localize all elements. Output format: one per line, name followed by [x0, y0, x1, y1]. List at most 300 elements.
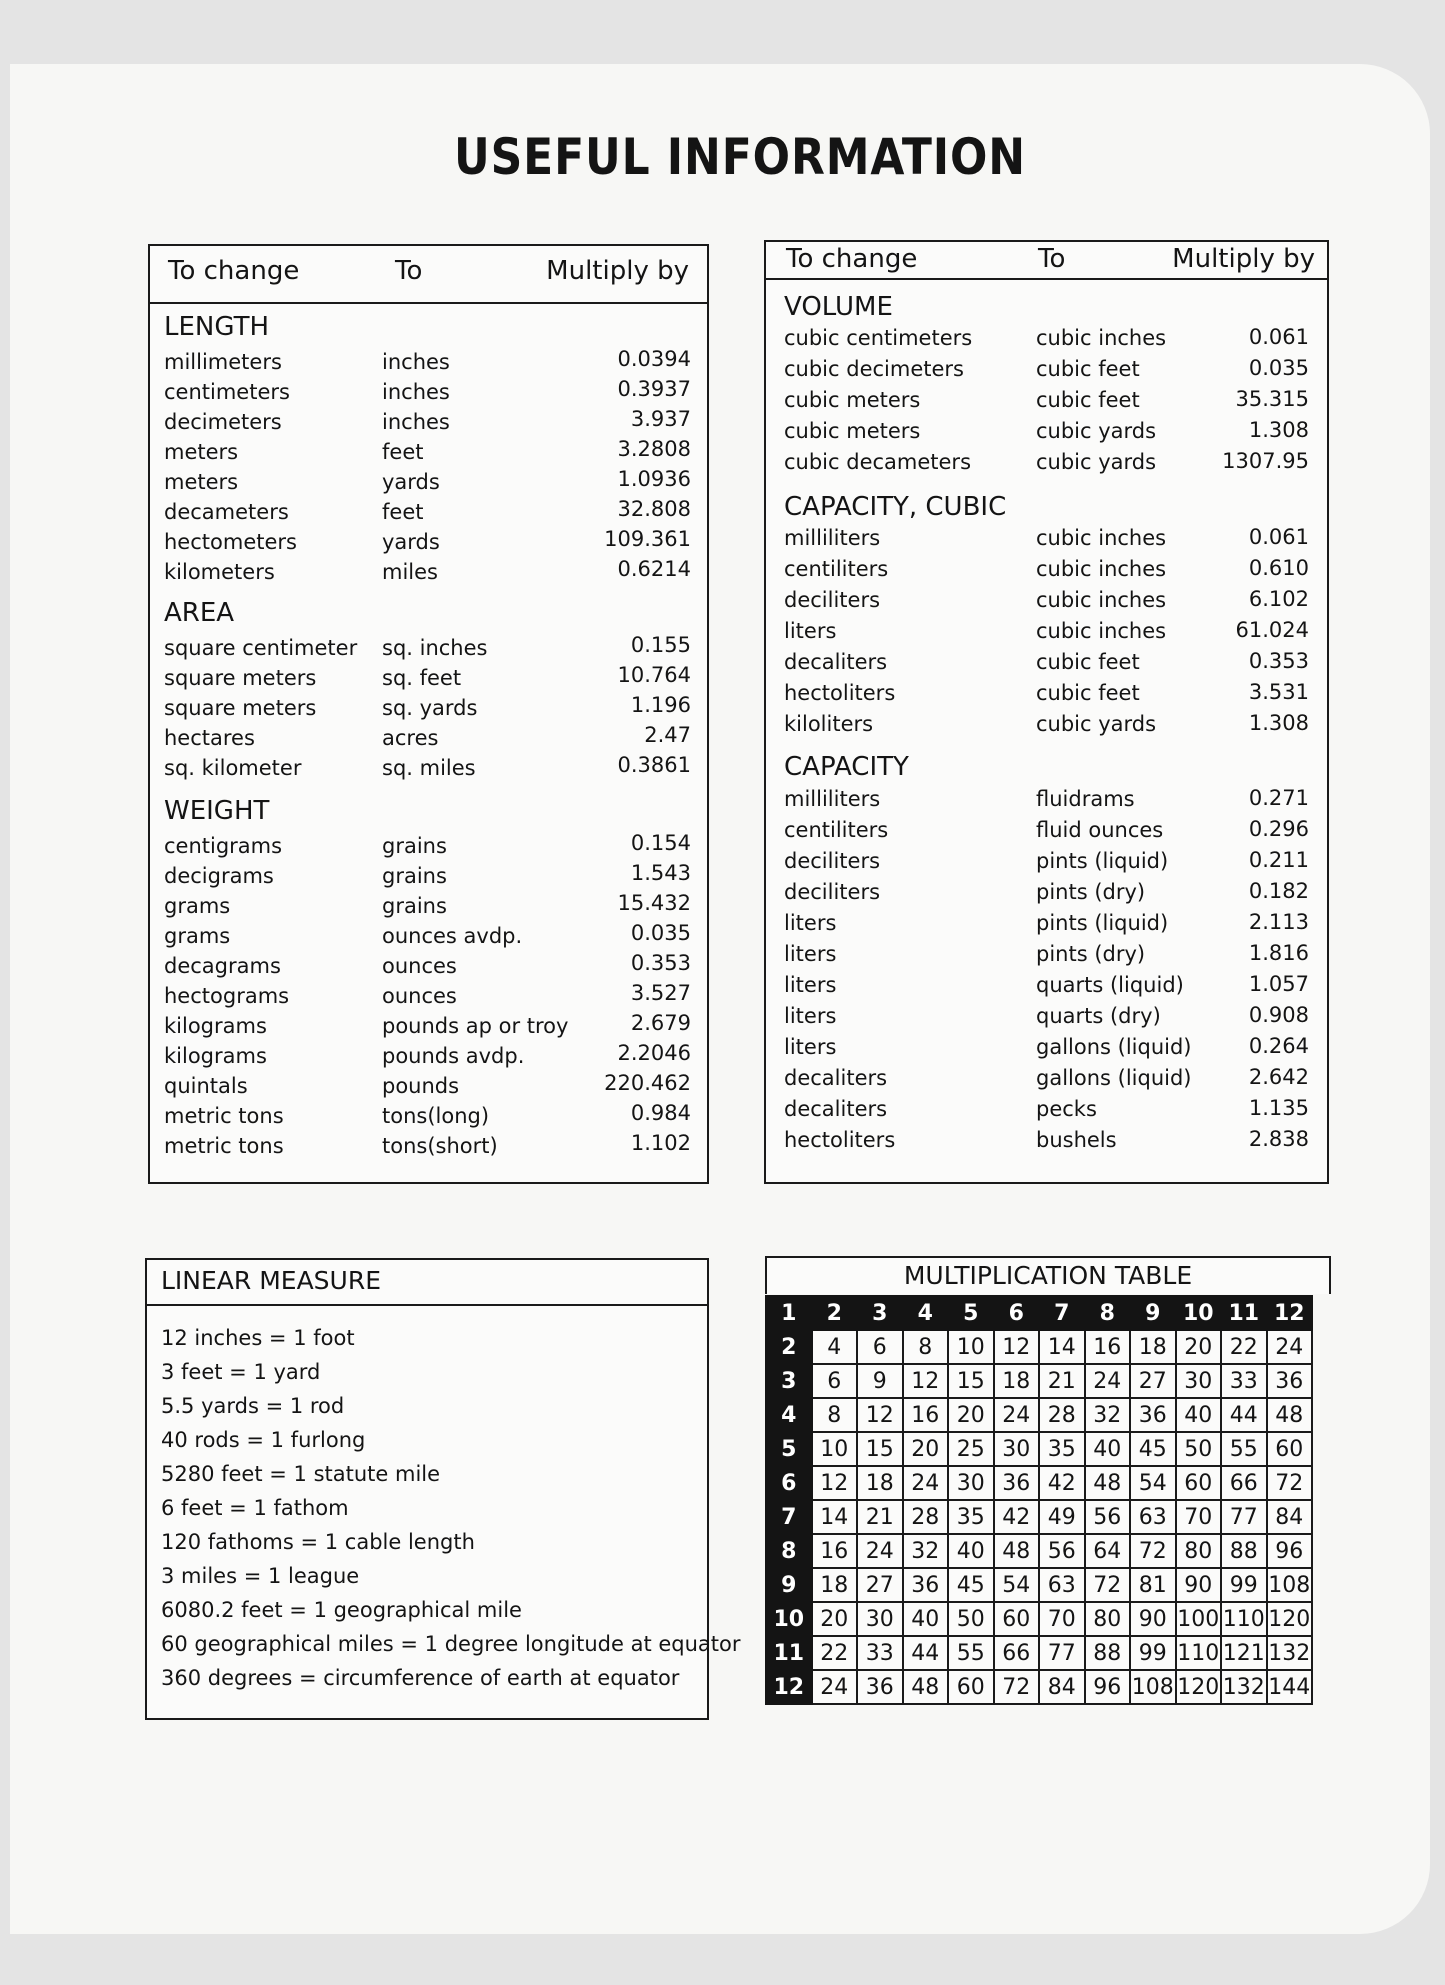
table-cell: 70 — [1176, 1500, 1222, 1534]
conversion-header-right — [766, 242, 1327, 280]
to-unit: bushels — [1036, 1128, 1117, 1152]
table-cell: 12 — [994, 1330, 1040, 1364]
to-unit: pints (liquid) — [1036, 911, 1169, 935]
to-unit: cubic yards — [1036, 712, 1157, 736]
multiplier: 0.271 — [1248, 786, 1309, 810]
header-multiply-by: Multiply by — [1172, 244, 1315, 274]
conversion-box-left — [148, 244, 709, 1184]
to-unit: ounces — [382, 984, 457, 1008]
from-unit: meters — [164, 440, 239, 464]
multiplier: 0.908 — [1248, 1003, 1309, 1027]
table-cell: 6 — [812, 1364, 858, 1398]
from-unit: cubic centimeters — [784, 326, 973, 350]
table-cell: 77 — [1221, 1500, 1267, 1534]
table-cell: 88 — [1221, 1534, 1267, 1568]
multiplier: 0.264 — [1248, 1034, 1309, 1058]
multiplier: 0.154 — [630, 831, 691, 855]
linear-measure-line: 120 fathoms = 1 cable length — [161, 1530, 475, 1554]
multiplier: 0.035 — [1248, 356, 1309, 380]
linear-measure-line: 12 inches = 1 foot — [161, 1326, 355, 1350]
table-cell: 35 — [948, 1500, 994, 1534]
to-unit: ounces — [382, 954, 457, 978]
table-cell: 56 — [1039, 1534, 1085, 1568]
table-cell: 21 — [857, 1500, 903, 1534]
from-unit: liters — [784, 911, 837, 935]
table-cell: 9 — [857, 1364, 903, 1398]
table-cell: 36 — [994, 1466, 1040, 1500]
to-unit: pints (dry) — [1036, 942, 1146, 966]
section-heading: CAPACITY, CUBIC — [784, 492, 1007, 522]
table-cell: 72 — [994, 1670, 1040, 1704]
to-unit: cubic inches — [1036, 557, 1167, 581]
table-cell: 108 — [1267, 1568, 1313, 1602]
multiplier: 3.531 — [1248, 680, 1309, 704]
table-row — [766, 1602, 1312, 1636]
table-cell: 4 — [812, 1330, 858, 1364]
table-cell: 16 — [812, 1534, 858, 1568]
multiplier: 0.182 — [1248, 879, 1309, 903]
table-cell: 28 — [1039, 1398, 1085, 1432]
section-heading: CAPACITY — [784, 752, 909, 782]
table-cell: 33 — [857, 1636, 903, 1670]
multiplier: 1.135 — [1248, 1096, 1309, 1120]
table-cell: 16 — [903, 1398, 949, 1432]
multiplier: 0.061 — [1248, 325, 1309, 349]
linear-measure-header — [147, 1260, 707, 1306]
to-unit: feet — [382, 440, 424, 464]
from-unit: decameters — [164, 500, 289, 524]
table-cell: 27 — [1130, 1364, 1176, 1398]
table-cell: 32 — [903, 1534, 949, 1568]
multiplier: 109.361 — [604, 527, 691, 551]
table-cell: 8 — [903, 1330, 949, 1364]
to-unit: grains — [382, 864, 447, 888]
to-unit: gallons (liquid) — [1036, 1066, 1192, 1090]
table-cell: 20 — [1176, 1330, 1222, 1364]
from-unit: square meters — [164, 696, 317, 720]
to-unit: grains — [382, 894, 447, 918]
table-header-cell: 10 — [1176, 1296, 1222, 1330]
linear-measure-line: 3 miles = 1 league — [161, 1564, 360, 1588]
to-unit: sq. inches — [382, 636, 488, 660]
from-unit: decaliters — [784, 650, 888, 674]
header-to-change: To change — [168, 256, 300, 286]
to-unit: inches — [382, 350, 450, 374]
table-cell: 49 — [1039, 1500, 1085, 1534]
table-cell: 48 — [1085, 1466, 1131, 1500]
multiplier: 2.642 — [1248, 1065, 1309, 1089]
table-cell: 25 — [948, 1432, 994, 1466]
table-cell: 15 — [948, 1364, 994, 1398]
table-cell: 12 — [857, 1398, 903, 1432]
to-unit: pounds avdp. — [382, 1044, 525, 1068]
table-cell: 120 — [1267, 1602, 1313, 1636]
table-cell: 44 — [1221, 1398, 1267, 1432]
table-header-cell: 4 — [903, 1296, 949, 1330]
to-unit: pounds — [382, 1074, 460, 1098]
table-cell: 77 — [1039, 1636, 1085, 1670]
table-row — [766, 1398, 1312, 1432]
from-unit: decaliters — [784, 1066, 888, 1090]
to-unit: cubic yards — [1036, 419, 1157, 443]
table-cell: 144 — [1267, 1670, 1313, 1704]
table-cell: 18 — [994, 1364, 1040, 1398]
table-cell: 18 — [812, 1568, 858, 1602]
to-unit: gallons (liquid) — [1036, 1035, 1192, 1059]
to-unit: acres — [382, 726, 439, 750]
multiplier: 0.211 — [1248, 848, 1309, 872]
table-row — [766, 1466, 1312, 1500]
multiplier: 1.196 — [630, 693, 691, 717]
conversion-header-left — [150, 246, 707, 304]
table-cell: 24 — [1267, 1330, 1313, 1364]
multiplier: 0.035 — [630, 921, 691, 945]
table-row — [766, 1534, 1312, 1568]
from-unit: deciliters — [784, 588, 881, 612]
to-unit: miles — [382, 560, 438, 584]
table-cell: 36 — [1130, 1398, 1176, 1432]
table-cell: 30 — [948, 1466, 994, 1500]
table-cell: 80 — [1176, 1534, 1222, 1568]
multiplier: 0.3861 — [617, 753, 691, 777]
table-header-cell: 12 — [766, 1670, 812, 1704]
from-unit: hectares — [164, 726, 255, 750]
from-unit: centimeters — [164, 380, 290, 404]
table-cell: 45 — [1130, 1432, 1176, 1466]
table-cell: 55 — [948, 1636, 994, 1670]
from-unit: square centimeter — [164, 636, 358, 660]
table-header-cell: 6 — [766, 1466, 812, 1500]
table-cell: 40 — [1085, 1432, 1131, 1466]
multiplier: 1.308 — [1248, 418, 1309, 442]
from-unit: decimeters — [164, 410, 282, 434]
multiplier: 2.838 — [1248, 1127, 1309, 1151]
table-cell: 16 — [1085, 1330, 1131, 1364]
table-cell: 32 — [1085, 1398, 1131, 1432]
table-cell: 132 — [1267, 1636, 1313, 1670]
table-cell: 60 — [994, 1602, 1040, 1636]
multiplier: 3.527 — [630, 981, 691, 1005]
table-cell: 99 — [1221, 1568, 1267, 1602]
table-header-cell: 8 — [766, 1534, 812, 1568]
from-unit: milliliters — [784, 526, 881, 550]
table-cell: 44 — [903, 1636, 949, 1670]
from-unit: millimeters — [164, 350, 282, 374]
from-unit: centiliters — [784, 557, 889, 581]
table-cell: 60 — [1176, 1466, 1222, 1500]
from-unit: quintals — [164, 1074, 248, 1098]
table-cell: 121 — [1221, 1636, 1267, 1670]
multiplier: 0.353 — [630, 951, 691, 975]
table-cell: 63 — [1130, 1500, 1176, 1534]
to-unit: quarts (liquid) — [1036, 973, 1184, 997]
table-cell: 72 — [1267, 1466, 1313, 1500]
to-unit: pints (dry) — [1036, 880, 1146, 904]
table-cell: 132 — [1221, 1670, 1267, 1704]
table-cell: 30 — [1176, 1364, 1222, 1398]
table-cell: 110 — [1221, 1602, 1267, 1636]
table-header-cell: 8 — [1085, 1296, 1131, 1330]
table-cell: 72 — [1085, 1568, 1131, 1602]
table-cell: 28 — [903, 1500, 949, 1534]
table-cell: 36 — [1267, 1364, 1313, 1398]
table-cell: 20 — [903, 1432, 949, 1466]
table-cell: 60 — [948, 1670, 994, 1704]
to-unit: fluid ounces — [1036, 818, 1164, 842]
to-unit: yards — [382, 530, 440, 554]
to-unit: sq. yards — [382, 696, 478, 720]
table-row — [766, 1296, 1312, 1330]
table-cell: 6 — [857, 1330, 903, 1364]
from-unit: deciliters — [784, 849, 881, 873]
multiplication-table-title: MULTIPLICATION TABLE — [765, 1256, 1331, 1294]
table-cell: 30 — [994, 1432, 1040, 1466]
table-cell: 99 — [1130, 1636, 1176, 1670]
from-unit: decaliters — [784, 1097, 888, 1121]
to-unit: pounds ap or troy — [382, 1014, 569, 1038]
table-cell: 18 — [857, 1466, 903, 1500]
linear-measure-line: 60 geographical miles = 1 degree longitude at equator — [161, 1632, 741, 1656]
from-unit: hectograms — [164, 984, 290, 1008]
table-cell: 54 — [1130, 1466, 1176, 1500]
linear-measure-box — [145, 1258, 741, 1720]
to-unit: cubic inches — [1036, 326, 1167, 350]
to-unit: cubic yards — [1036, 450, 1157, 474]
linear-measure-line: 5280 feet = 1 statute mile — [161, 1462, 441, 1486]
linear-measure-line: 6 feet = 1 fathom — [161, 1496, 349, 1520]
table-cell: 66 — [1221, 1466, 1267, 1500]
to-unit: tons(long) — [382, 1104, 490, 1128]
table-cell: 48 — [994, 1534, 1040, 1568]
from-unit: cubic decimeters — [784, 357, 964, 381]
multiplier: 1.057 — [1248, 972, 1309, 996]
table-cell: 40 — [1176, 1398, 1222, 1432]
table-cell: 90 — [1130, 1602, 1176, 1636]
table-row — [766, 1670, 1312, 1704]
table-cell: 12 — [812, 1466, 858, 1500]
table-header-cell: 12 — [1267, 1296, 1313, 1330]
page-title: USEFUL INFORMATION — [453, 128, 1027, 186]
table-cell: 50 — [1176, 1432, 1222, 1466]
from-unit: milliliters — [784, 787, 881, 811]
table-header-cell: 3 — [857, 1296, 903, 1330]
section-heading: WEIGHT — [164, 796, 270, 826]
multiplier: 15.432 — [617, 891, 691, 915]
table-row — [766, 1636, 1312, 1670]
to-unit: sq. miles — [382, 756, 476, 780]
multiplier: 10.764 — [617, 663, 691, 687]
table-cell: 48 — [1267, 1398, 1313, 1432]
to-unit: cubic inches — [1036, 588, 1167, 612]
from-unit: decigrams — [164, 864, 274, 888]
multiplier: 0.6214 — [617, 557, 691, 581]
header-to-change: To change — [786, 244, 918, 274]
from-unit: centigrams — [164, 834, 283, 858]
to-unit: cubic feet — [1036, 681, 1140, 705]
table-cell: 88 — [1085, 1636, 1131, 1670]
from-unit: square meters — [164, 666, 317, 690]
table-cell: 36 — [903, 1568, 949, 1602]
table-cell: 24 — [994, 1398, 1040, 1432]
table-header-cell: 5 — [948, 1296, 994, 1330]
linear-measure-line: 3 feet = 1 yard — [161, 1360, 321, 1384]
multiplier: 0.0394 — [617, 347, 691, 371]
table-row — [766, 1330, 1312, 1364]
from-unit: metric tons — [164, 1104, 284, 1128]
from-unit: hectoliters — [784, 681, 896, 705]
to-unit: sq. feet — [382, 666, 462, 690]
table-row — [766, 1432, 1312, 1466]
linear-measure-title: LINEAR MEASURE — [161, 1266, 382, 1295]
to-unit: cubic feet — [1036, 357, 1140, 381]
table-cell: 64 — [1085, 1534, 1131, 1568]
from-unit: decagrams — [164, 954, 281, 978]
to-unit: cubic feet — [1036, 388, 1140, 412]
from-unit: cubic meters — [784, 388, 921, 412]
multiplier: 1.102 — [630, 1131, 691, 1155]
table-header-cell: 9 — [1130, 1296, 1176, 1330]
table-cell: 15 — [857, 1432, 903, 1466]
table-cell: 40 — [903, 1602, 949, 1636]
multiplier: 61.024 — [1235, 618, 1309, 642]
section-heading: VOLUME — [784, 292, 893, 322]
table-header-cell: 3 — [766, 1364, 812, 1398]
conversion-box-right — [764, 240, 1329, 1184]
multiplier: 1.308 — [1248, 711, 1309, 735]
table-header-cell: 7 — [1039, 1296, 1085, 1330]
from-unit: liters — [784, 973, 837, 997]
multiplier: 0.353 — [1248, 649, 1309, 673]
multiplier: 0.061 — [1248, 525, 1309, 549]
from-unit: hectoliters — [784, 1128, 896, 1152]
multiplication-table — [765, 1295, 1313, 1705]
from-unit: sq. kilometer — [164, 756, 302, 780]
table-cell: 96 — [1267, 1534, 1313, 1568]
from-unit: deciliters — [784, 880, 881, 904]
table-header-cell: 10 — [766, 1602, 812, 1636]
header-to: To — [1038, 244, 1066, 274]
multiplier: 2.113 — [1248, 910, 1309, 934]
table-cell: 21 — [1039, 1364, 1085, 1398]
to-unit: yards — [382, 470, 440, 494]
table-cell: 12 — [903, 1364, 949, 1398]
table-cell: 20 — [812, 1602, 858, 1636]
table-cell: 60 — [1267, 1432, 1313, 1466]
table-cell: 108 — [1130, 1670, 1176, 1704]
table-header-cell: 11 — [766, 1636, 812, 1670]
table-cell: 110 — [1176, 1636, 1222, 1670]
table-cell: 20 — [948, 1398, 994, 1432]
to-unit: cubic inches — [1036, 619, 1167, 643]
table-cell: 80 — [1085, 1602, 1131, 1636]
table-cell: 96 — [1085, 1670, 1131, 1704]
table-cell: 120 — [1176, 1670, 1222, 1704]
table-cell: 24 — [903, 1466, 949, 1500]
multiplier: 3.2808 — [617, 437, 691, 461]
to-unit: cubic feet — [1036, 650, 1140, 674]
multiplier: 220.462 — [604, 1071, 691, 1095]
linear-measure-line: 6080.2 feet = 1 geographical mile — [161, 1598, 522, 1622]
multiplier: 2.2046 — [617, 1041, 691, 1065]
multiplier: 0.610 — [1248, 556, 1309, 580]
multiplier: 1.816 — [1248, 941, 1309, 965]
linear-measure-line: 5.5 yards = 1 rod — [161, 1394, 345, 1418]
from-unit: cubic decameters — [784, 450, 972, 474]
from-unit: liters — [784, 1035, 837, 1059]
from-unit: kiloliters — [784, 712, 874, 736]
multiplier: 3.937 — [630, 407, 691, 431]
linear-measure-line: 360 degrees = circumference of earth at equator — [161, 1666, 680, 1690]
multiplier: 0.3937 — [617, 377, 691, 401]
table-cell: 24 — [857, 1534, 903, 1568]
table-row — [766, 1500, 1312, 1534]
to-unit: fluidrams — [1036, 787, 1135, 811]
table-cell: 33 — [1221, 1364, 1267, 1398]
table-cell: 24 — [812, 1670, 858, 1704]
table-header-cell: 1 — [766, 1296, 812, 1330]
multiplier: 0.296 — [1248, 817, 1309, 841]
from-unit: liters — [784, 1004, 837, 1028]
table-cell: 24 — [1085, 1364, 1131, 1398]
table-cell: 10 — [812, 1432, 858, 1466]
table-row — [766, 1364, 1312, 1398]
from-unit: kilograms — [164, 1014, 267, 1038]
multiplier: 1307.95 — [1222, 449, 1309, 473]
to-unit: tons(short) — [382, 1134, 498, 1158]
from-unit: hectometers — [164, 530, 297, 554]
table-cell: 22 — [1221, 1330, 1267, 1364]
from-unit: cubic meters — [784, 419, 921, 443]
multiplier: 0.984 — [630, 1101, 691, 1125]
multiplier: 1.0936 — [617, 467, 691, 491]
table-cell: 22 — [812, 1636, 858, 1670]
table-header-cell: 9 — [766, 1568, 812, 1602]
multiplier: 6.102 — [1248, 587, 1309, 611]
table-cell: 30 — [857, 1602, 903, 1636]
to-unit: grains — [382, 834, 447, 858]
to-unit: feet — [382, 500, 424, 524]
table-cell: 42 — [994, 1500, 1040, 1534]
table-cell: 35 — [1039, 1432, 1085, 1466]
from-unit: grams — [164, 894, 231, 918]
table-cell: 56 — [1085, 1500, 1131, 1534]
table-header-cell: 2 — [812, 1296, 858, 1330]
table-cell: 81 — [1130, 1568, 1176, 1602]
from-unit: liters — [784, 942, 837, 966]
header-to: To — [395, 256, 423, 286]
table-header-cell: 6 — [994, 1296, 1040, 1330]
table-cell: 48 — [903, 1670, 949, 1704]
table-cell: 54 — [994, 1568, 1040, 1602]
table-cell: 45 — [948, 1568, 994, 1602]
multiplier: 1.543 — [630, 861, 691, 885]
table-cell: 14 — [1039, 1330, 1085, 1364]
table-header-cell: 4 — [766, 1398, 812, 1432]
table-cell: 72 — [1130, 1534, 1176, 1568]
to-unit: pints (liquid) — [1036, 849, 1169, 873]
to-unit: ounces avdp. — [382, 924, 523, 948]
from-unit: centiliters — [784, 818, 889, 842]
to-unit: inches — [382, 410, 450, 434]
to-unit: pecks — [1036, 1097, 1097, 1121]
table-cell: 84 — [1039, 1670, 1085, 1704]
from-unit: liters — [784, 619, 837, 643]
table-cell: 63 — [1039, 1568, 1085, 1602]
table-cell: 8 — [812, 1398, 858, 1432]
multiplier: 0.155 — [630, 633, 691, 657]
table-header-cell: 5 — [766, 1432, 812, 1466]
from-unit: meters — [164, 470, 239, 494]
